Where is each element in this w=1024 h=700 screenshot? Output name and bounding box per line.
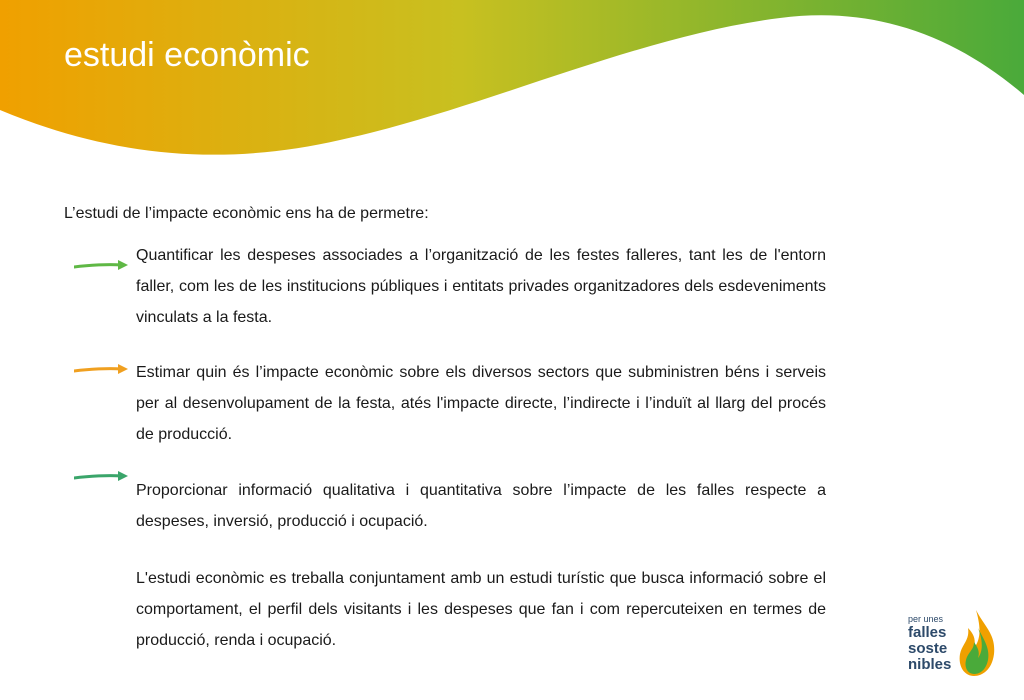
header-wave-banner <box>0 0 1024 170</box>
arrow-icon <box>74 469 128 485</box>
list-item-3: Proporcionar informació qualitativa i quantitativa sobre l’impacte de les falles respecte a despeses, inversió, producció i ocupació. <box>136 482 826 530</box>
list-item-2: Estimar quin és l’impacte econòmic sobre els diversos sectors que subministren béns i serveis per al desenvolupament de la festa, atés l'impacte directe, l’indirecte i l’induït al llarg del procés de producció. <box>136 364 826 443</box>
arrow-icon <box>74 362 128 378</box>
logo-line-1: per unes <box>908 614 944 624</box>
flame-icon <box>954 608 998 678</box>
logo <box>908 608 998 680</box>
intro-text: L’estudi de l’impacte econòmic ens ha de permetre: <box>64 205 429 222</box>
arrow-icon <box>74 258 128 274</box>
list-item-1: Quantificar les despeses associades a l’organització de les festes falleres, tant les de l'entorn faller, com les de les institucions públiques i entitats privades organitzadores dels esdeveniments vinculats a la festa. <box>136 247 826 326</box>
closing-paragraph: L'estudi econòmic es treballa conjuntament amb un estudi turístic que busca informació sobre el comportament, el perfil dels visitants i les despeses que fan i com repercuteixen en termes de producció, renda i ocupació. <box>136 570 826 649</box>
logo-line-4: nibles <box>908 656 952 673</box>
logo-line-3: soste <box>908 640 948 657</box>
logo-line-2: falles <box>908 624 947 641</box>
page-title: estudi econòmic <box>64 36 310 74</box>
